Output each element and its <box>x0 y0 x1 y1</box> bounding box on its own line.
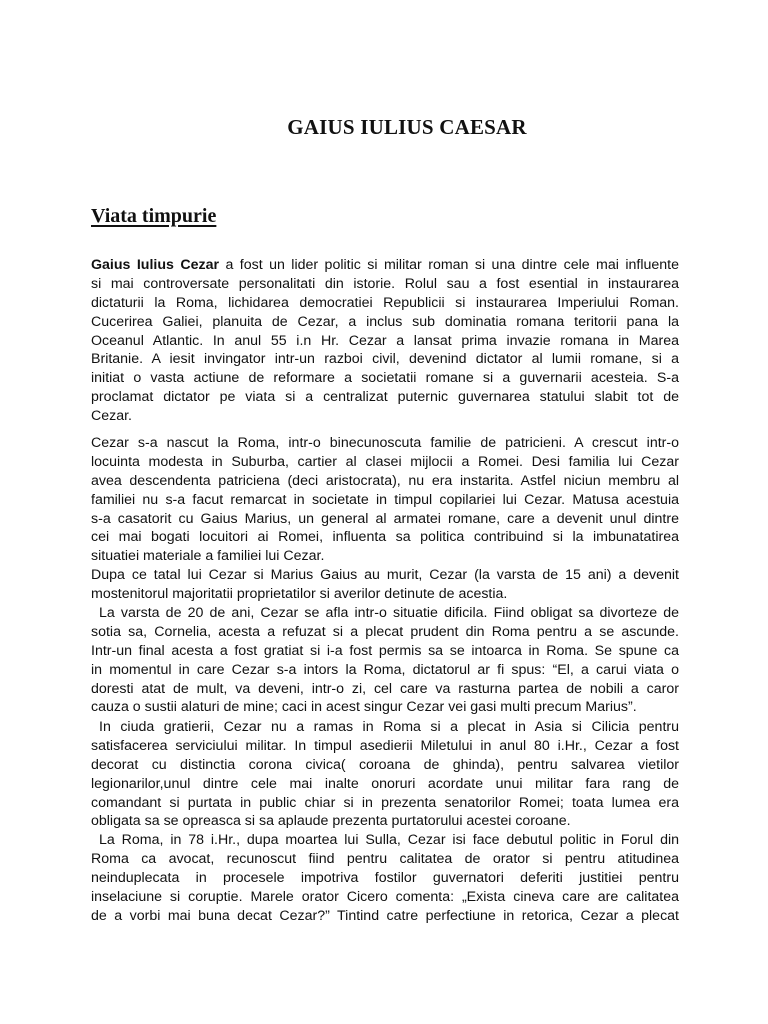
text-line: In ciuda gratierii, Cezar nu a ramas in Roma si a plecat in Asia si Cilicia pentru <box>99 719 679 735</box>
text-line: in momentul in care Cezar s-a intors la Roma, dictatorul ar fi spus: “El, a carui viata o <box>91 661 679 678</box>
text-line: s-a casatorit cu Gaius Marius, un general al armatei romane, care a devenit unul dintre <box>91 510 679 527</box>
text-line: Cezar s-a nascut la Roma, intr-o binecunoscuta familie de patricieni. A crescut intr-o <box>91 435 679 451</box>
text-line: comandant si purtata in public chiar si in prezenta senatorilor Romei; toata lumea era <box>91 794 679 811</box>
text-line: Cezar. <box>91 408 133 425</box>
text-line: sotia sa, Cornelia, acesta a refuzat si a plecat prudent din Roma pentru a se ascunde. <box>91 623 679 640</box>
paragraph-career <box>91 718 679 926</box>
text-line: cei mai bogati locuitori ai Romei, influenta sa politica contribuind si la imbunatatirea <box>91 529 679 546</box>
text-line: cauza o sustii alaturi de mine; caci in acest singur Cezar vei gasi multi precum Marius”. <box>91 699 637 716</box>
text-line: si mai controversate personalitati din istorie. Rolul sau a fost esential in instaurarea <box>91 275 679 292</box>
text-line: initiat o vasta actiune de reformare a societatii romane si a guvernarii acesteia. S-a <box>91 370 679 387</box>
text-line: dictaturii la Roma, lichidarea democratiei Republicii si instaurarea Imperiului Roman. <box>91 294 679 311</box>
text-line: La Roma, in 78 i.Hr., dupa moartea lui Sulla, Cezar isi face debutul politic in Forul din <box>99 832 679 849</box>
text-line: proclamat dictator pe viata si a centralizat puternic guvernarea statului slabit tot de <box>91 389 679 406</box>
text-line: satisfacerea serviciului militar. In timpul asedierii Miletului in anul 80 i.Hr., Cezar a fost <box>91 737 679 754</box>
text-line: mostenitorul majoritatii proprietatilor si averilor detinute de acestia. <box>91 586 508 603</box>
text-line: avea descendenta patriciena (deci aristocrata), nu era instarita. Astfel niciun membru al <box>91 472 679 489</box>
text-line: Intr-un final acesta a fost gratiat si i-a fost permis sa se intoarca in Roma. Se spune ca <box>91 642 679 659</box>
lead-name: Gaius Iulius Cezar <box>91 257 219 273</box>
text-line: doresti atat de mult, va deveni, intr-o zi, cel care va rasturna partea de nobili a caror <box>91 680 679 697</box>
paragraph-intro <box>91 256 679 426</box>
text-line: de a vorbi mai buna decat Cezar?” Tintind catre perfectiune in retorica, Cezar a plecat <box>91 907 679 924</box>
text-line: decorat cu distinctia corona civica( coroana de ghinda), pentru salvarea vietilor <box>91 756 679 773</box>
text-span: a fost un lider politic si militar roman si una dintre cele mai influente <box>219 257 680 273</box>
text-line: Cucerirea Galiei, planuita de Cezar, a inclus sub dominatia romana teritorii pana la <box>91 313 679 330</box>
text-line: locuinta modesta in Suburba, cartier al clasei mijlocii a Romei. Desi familia lui Cezar <box>91 453 679 470</box>
text-line: neinduplecata in procesele impotriva fostilor guvernatori deferiti justitiei pentru <box>91 870 679 887</box>
text-line <box>91 256 679 275</box>
text-line: Oceanul Atlantic. In anul 55 i.n Hr. Cezar a lansat prima invazie romana in Marea <box>91 332 679 349</box>
paragraph-birth <box>91 434 679 717</box>
section-heading: Viata timpurie <box>91 205 217 227</box>
text-line: Roma ca avocat, recunoscut fiind pentru calitatea de orator si pentru atitudinea <box>91 851 679 868</box>
text-line: inselaciune si coruptie. Marele orator Cicero comenta: „Exista cineva care are calitatea <box>91 889 679 906</box>
text-line: Dupa ce tatal lui Cezar si Marius Gaius au murit, Cezar (la varsta de 15 ani) a devenit <box>91 567 679 584</box>
text-line: obligata sa se opreasca si sa aplaude prezenta purtatorului acestei coroane. <box>91 813 571 830</box>
text-line: legionarilor,unul dintre cele mai inalte onoruri acordate unui militar fara rang de <box>91 775 679 792</box>
text-line: Britanie. A iesit invingator intr-un razboi civil, devenind dictator al lumii romane, si a <box>91 351 679 368</box>
document-title: GAIUS IULIUS CAESAR <box>287 115 527 139</box>
text-line: La varsta de 20 de ani, Cezar se afla intr-o situatie dificila. Fiind obligat sa divorteze de <box>99 605 679 622</box>
text-line: familiei nu s-a facut remarcat in societate in timpul copilariei lui Cezar. Matusa acestuia <box>91 491 679 508</box>
text-line: situatiei materiale a familiei lui Cezar. <box>91 548 325 565</box>
